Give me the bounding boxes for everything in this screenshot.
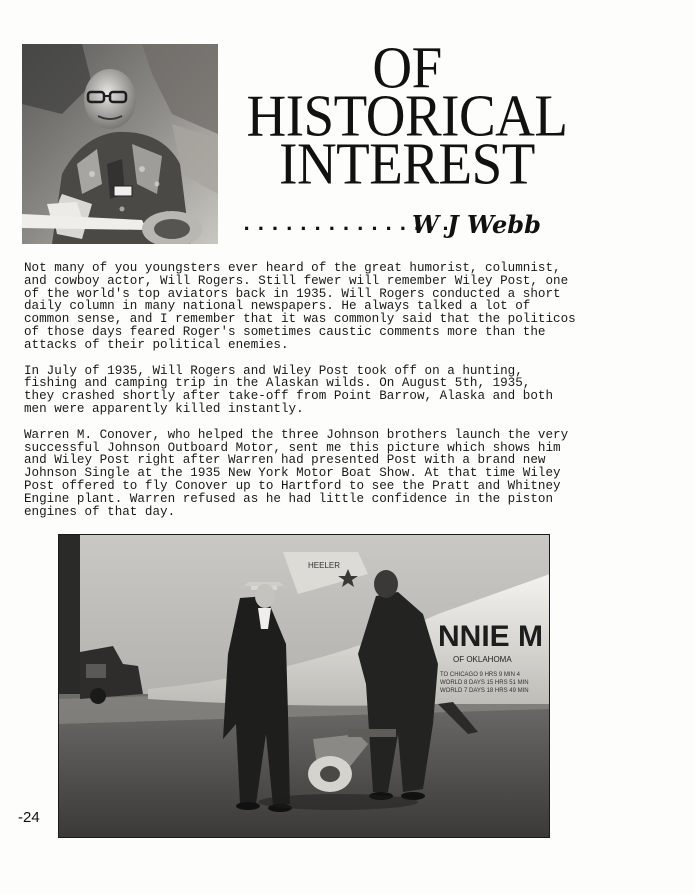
historical-photo (58, 534, 550, 838)
title-line-2: HISTORICAL (246, 82, 568, 149)
plane-record-line-3: WORLD 7 DAYS 18 HRS 49 MIN (440, 688, 529, 694)
plane-record-line-2: WORLD 8 DAYS 15 HRS 51 MIN (440, 680, 529, 686)
byline-author: W J Webb (412, 210, 541, 239)
paragraph-1: Not many of you youngsters ever heard of the great humorist, columnist, and cowboy actor, Will Rogers. Still fewer will remember Wiley Post, one of the world's top aviators back in 1935. Will Rogers conducted a short daily column in many national newspapers. He always talked a lot of common sense, and I remember that it was commonly said that the politicos of those days feared Roger's sometimes caustic comments more than the attacks of their political enemies. (24, 261, 576, 352)
byline (240, 208, 570, 242)
plane-record-line-1: TO CHICAGO 9 HRS 9 MIN 4 (440, 672, 520, 678)
author-photo (22, 44, 218, 244)
article-body (24, 262, 584, 531)
plane-name-text: NNIE M (438, 620, 543, 653)
paragraph-2: In July of 1935, Will Rogers and Wiley Post took off on a hunting, fishing and camping trip in the Alaskan wilds. On August 5th, 1935, they crashed shortly after take-off from Point Barrow, Alaska and both men were apparently killed instantly. (24, 363, 554, 416)
plane-record-text (440, 672, 530, 694)
byline-dots: ............... (240, 212, 454, 237)
title-line-1: OF (372, 34, 442, 101)
tail-text: HEELER (308, 561, 341, 570)
paragraph-3: Warren M. Conover, who helped the three Johnson brothers launch the very successful Johnson Outboard Motor, sent me this picture which shows him and Wiley Post right after Warren had presented Post with a brand new Johnson Single at the 1935 New York Motor Boat Show. At that time Wiley Post offered to fly Conover up to Hartford to see the Pratt and Whitney Engine plant. Warren refused as he had little confidence in the piston engines of that day. (24, 427, 569, 519)
title-line-3: INTEREST (279, 130, 535, 197)
article-title (222, 34, 592, 197)
plane-subtitle-text: OF OKLAHOMA (453, 655, 512, 664)
page-number: -24 (18, 809, 40, 826)
